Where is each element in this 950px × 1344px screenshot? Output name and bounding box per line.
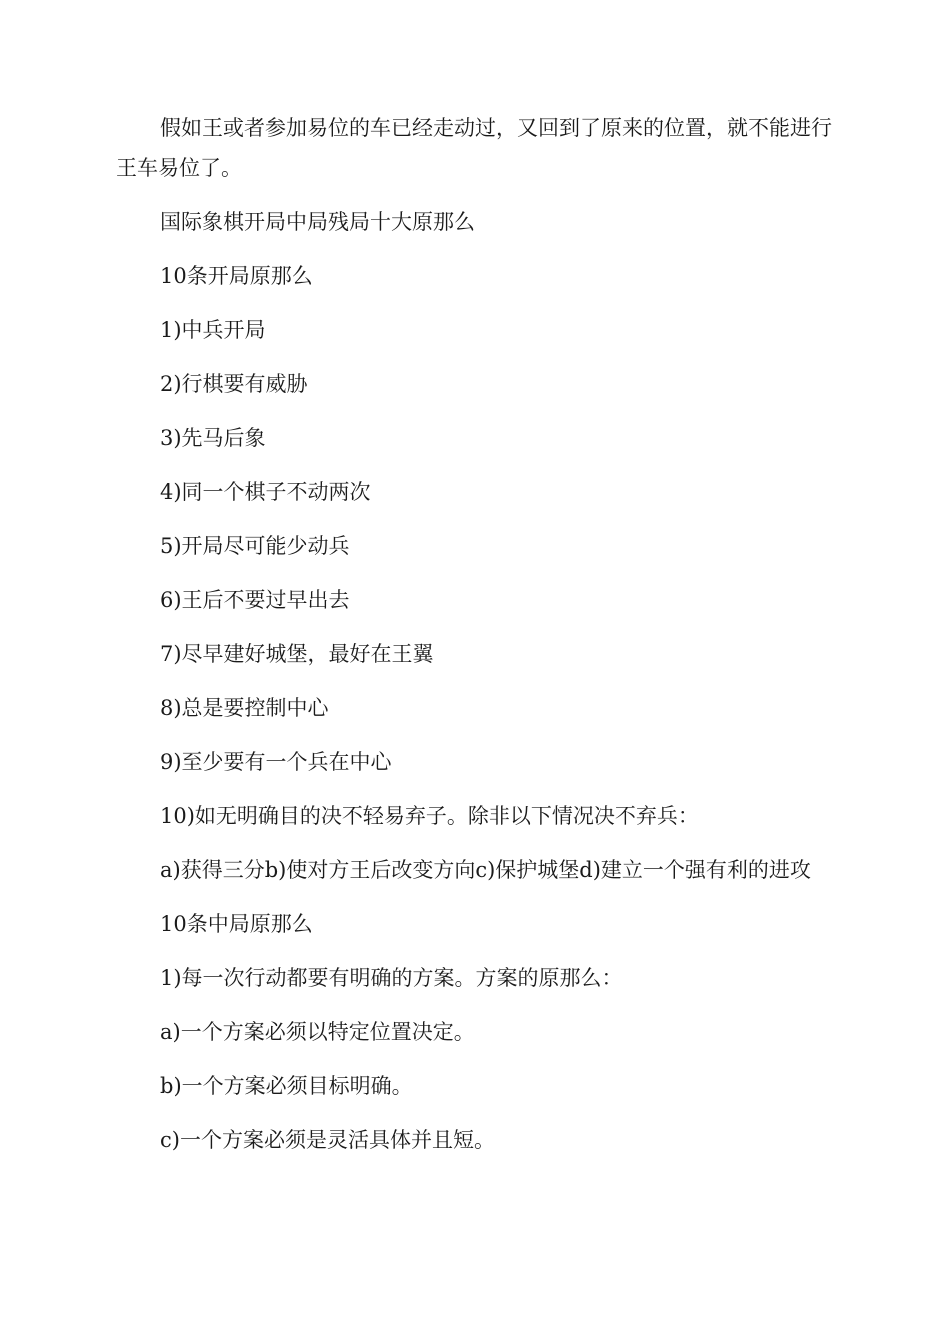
list-item-sub: c)一个方案必须是灵活具体并且短。 [160, 1128, 495, 1152]
document-body [116, 108, 832, 1174]
list-item: 4)同一个棋子不动两次 [160, 480, 371, 504]
list-item: 8)总是要控制中心 [160, 696, 329, 720]
list-item: 2)行棋要有威胁 [160, 372, 308, 396]
list-item: 5)开局尽可能少动兵 [160, 534, 350, 558]
list-item: 1)每一次行动都要有明确的方案。方案的原那么： [160, 966, 623, 990]
section-title-principles: 国际象棋开局中局残局十大原那么 [160, 210, 475, 234]
heading-opening-principles: 10条开局原那么 [160, 264, 313, 288]
list-item: 6)王后不要过早出去 [160, 588, 350, 612]
list-item: 7)尽早建好城堡，最好在王翼 [160, 642, 434, 666]
list-item: 1)中兵开局 [160, 318, 266, 342]
list-item-sub: b)一个方案必须目标明确。 [160, 1074, 413, 1098]
list-item-sub: a)一个方案必须以特定位置决定。 [160, 1020, 475, 1044]
list-item: 10)如无明确目的决不轻易弃子。除非以下情况决不弃兵： [160, 804, 699, 828]
list-item: 9)至少要有一个兵在中心 [160, 750, 392, 774]
list-item-sub-conditions: a)获得三分b)使对方王后改变方向c)保护城堡d)建立一个强有利的进攻 [160, 858, 811, 882]
list-item: 3)先马后象 [160, 426, 266, 450]
heading-middlegame-principles: 10条中局原那么 [160, 912, 313, 936]
paragraph-castling-note: 假如王或者参加易位的车已经走动过，又回到了原来的位置，就不能进行王车易位了。 [116, 116, 832, 180]
